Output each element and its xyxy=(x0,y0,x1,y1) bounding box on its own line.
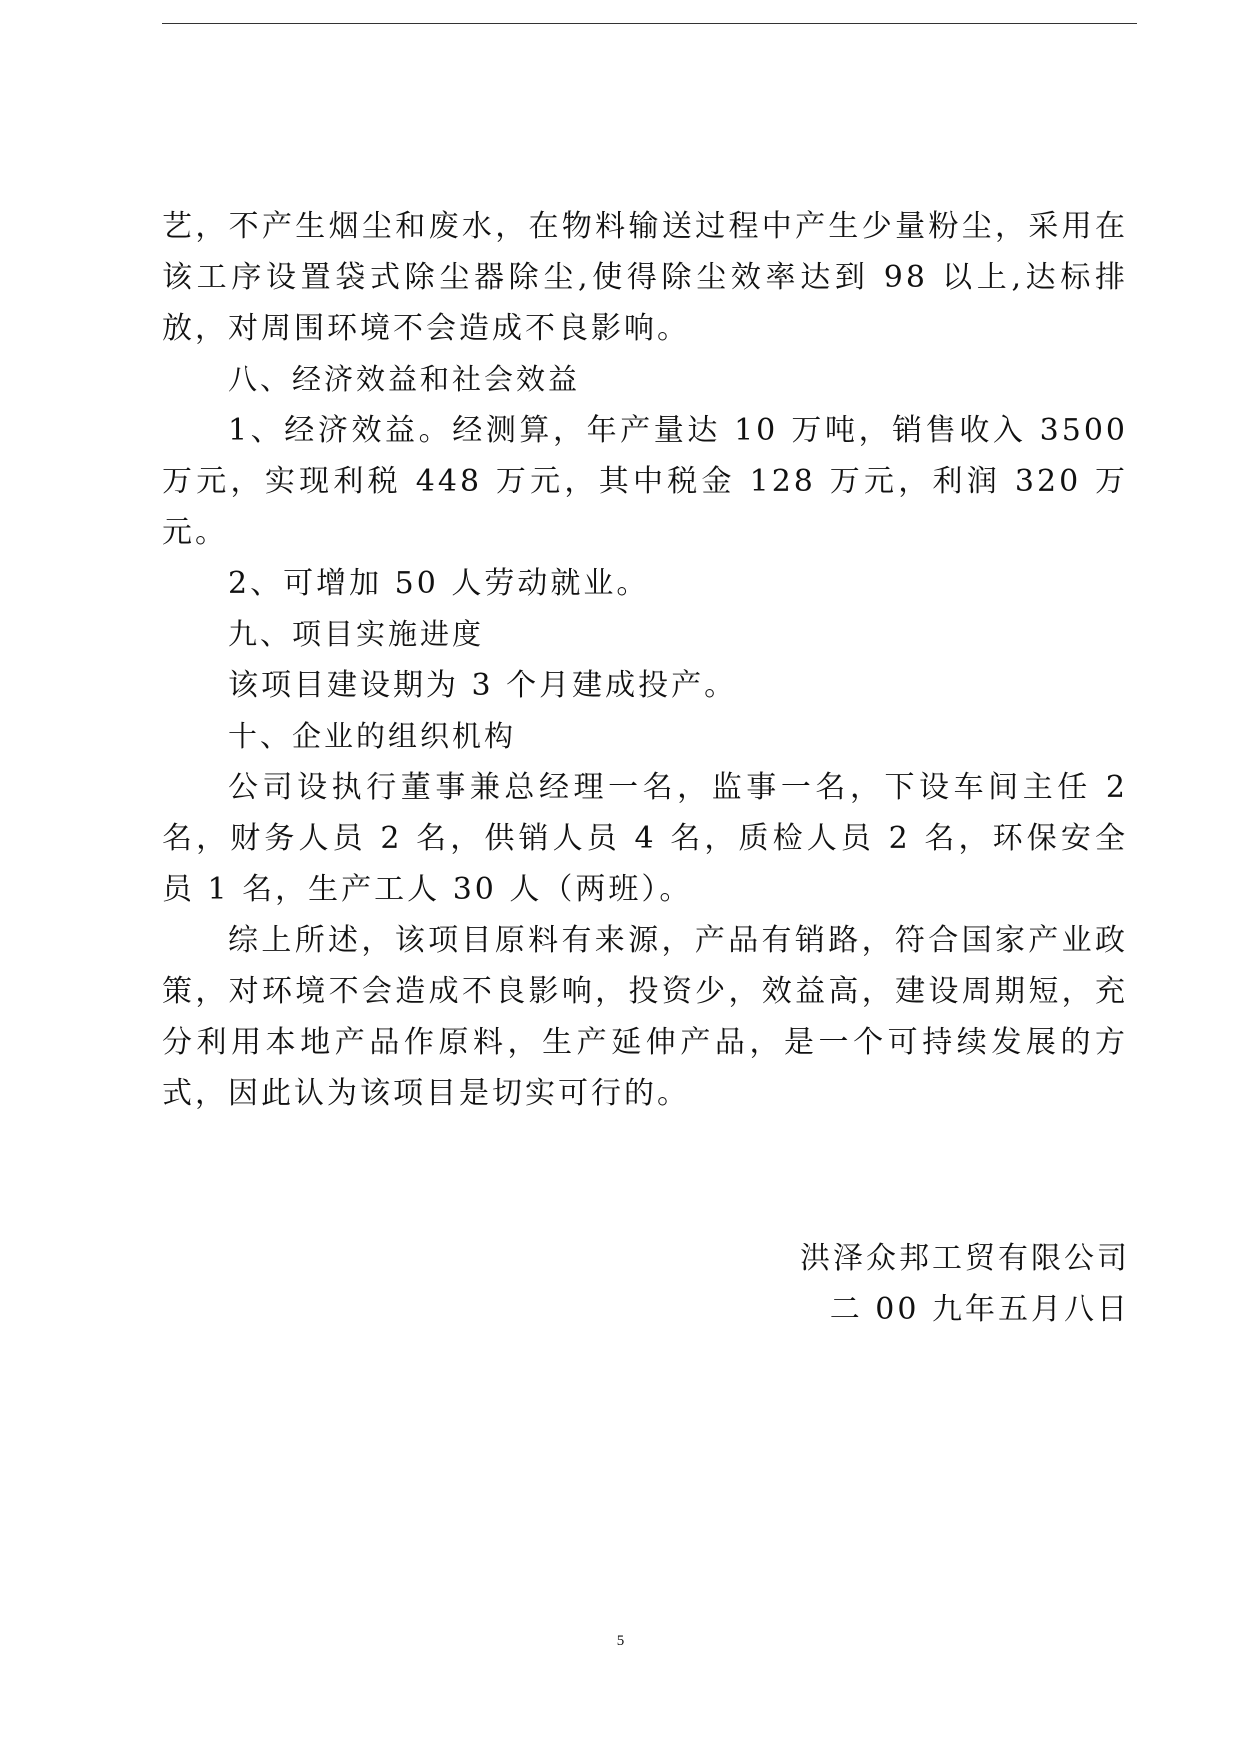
paragraph-employment: 2、可增加 50 人劳动就业。 xyxy=(228,566,650,601)
page-number: 5 xyxy=(616,1633,625,1649)
section-heading-8: 八、经济效益和社会效益 xyxy=(228,362,581,396)
header-rule xyxy=(162,23,1137,24)
company-name: 洪泽众邦工贸有限公司 xyxy=(800,1241,1130,1276)
paragraph-organization: 公司设执行董事兼总经理一名，监事一名，下设车间主任 2 名，财务人员 2 名，供销人员 4 名，质检人员 2 名，环保安全员 1 名，生产工人 30 人（两班）。 xyxy=(162,770,1128,907)
section-heading-9: 九、项目实施进度 xyxy=(228,617,485,651)
paragraph-environment: 艺，不产生烟尘和废水，在物料输送过程中产生少量粉尘，采用在该工序设置袋式除尘器除尘,使得除尘效率达到 98 以上,达标排放，对周围环境不会造成不良影响。 xyxy=(162,209,1128,346)
signature-block xyxy=(800,1233,1130,1335)
signature-date: 二 00 九年五月八日 xyxy=(829,1292,1130,1327)
document-body xyxy=(162,201,1128,1119)
section-heading-10: 十、企业的组织机构 xyxy=(228,719,517,753)
paragraph-economic-benefit: 1、经济效益。经测算，年产量达 10 万吨，销售收入 3500 万元，实现利税 448 万元，其中税金 128 万元，利润 320 万元。 xyxy=(162,413,1128,550)
paragraph-conclusion: 综上所述，该项目原料有来源，产品有销路，符合国家产业政策，对环境不会造成不良影响，投资少，效益高，建设周期短，充分利用本地产品作原料，生产延伸产品，是一个可持续发展的方式，因此认为该项目是切实可行的。 xyxy=(162,923,1128,1111)
paragraph-schedule: 该项目建设期为 3 个月建成投产。 xyxy=(228,668,738,703)
